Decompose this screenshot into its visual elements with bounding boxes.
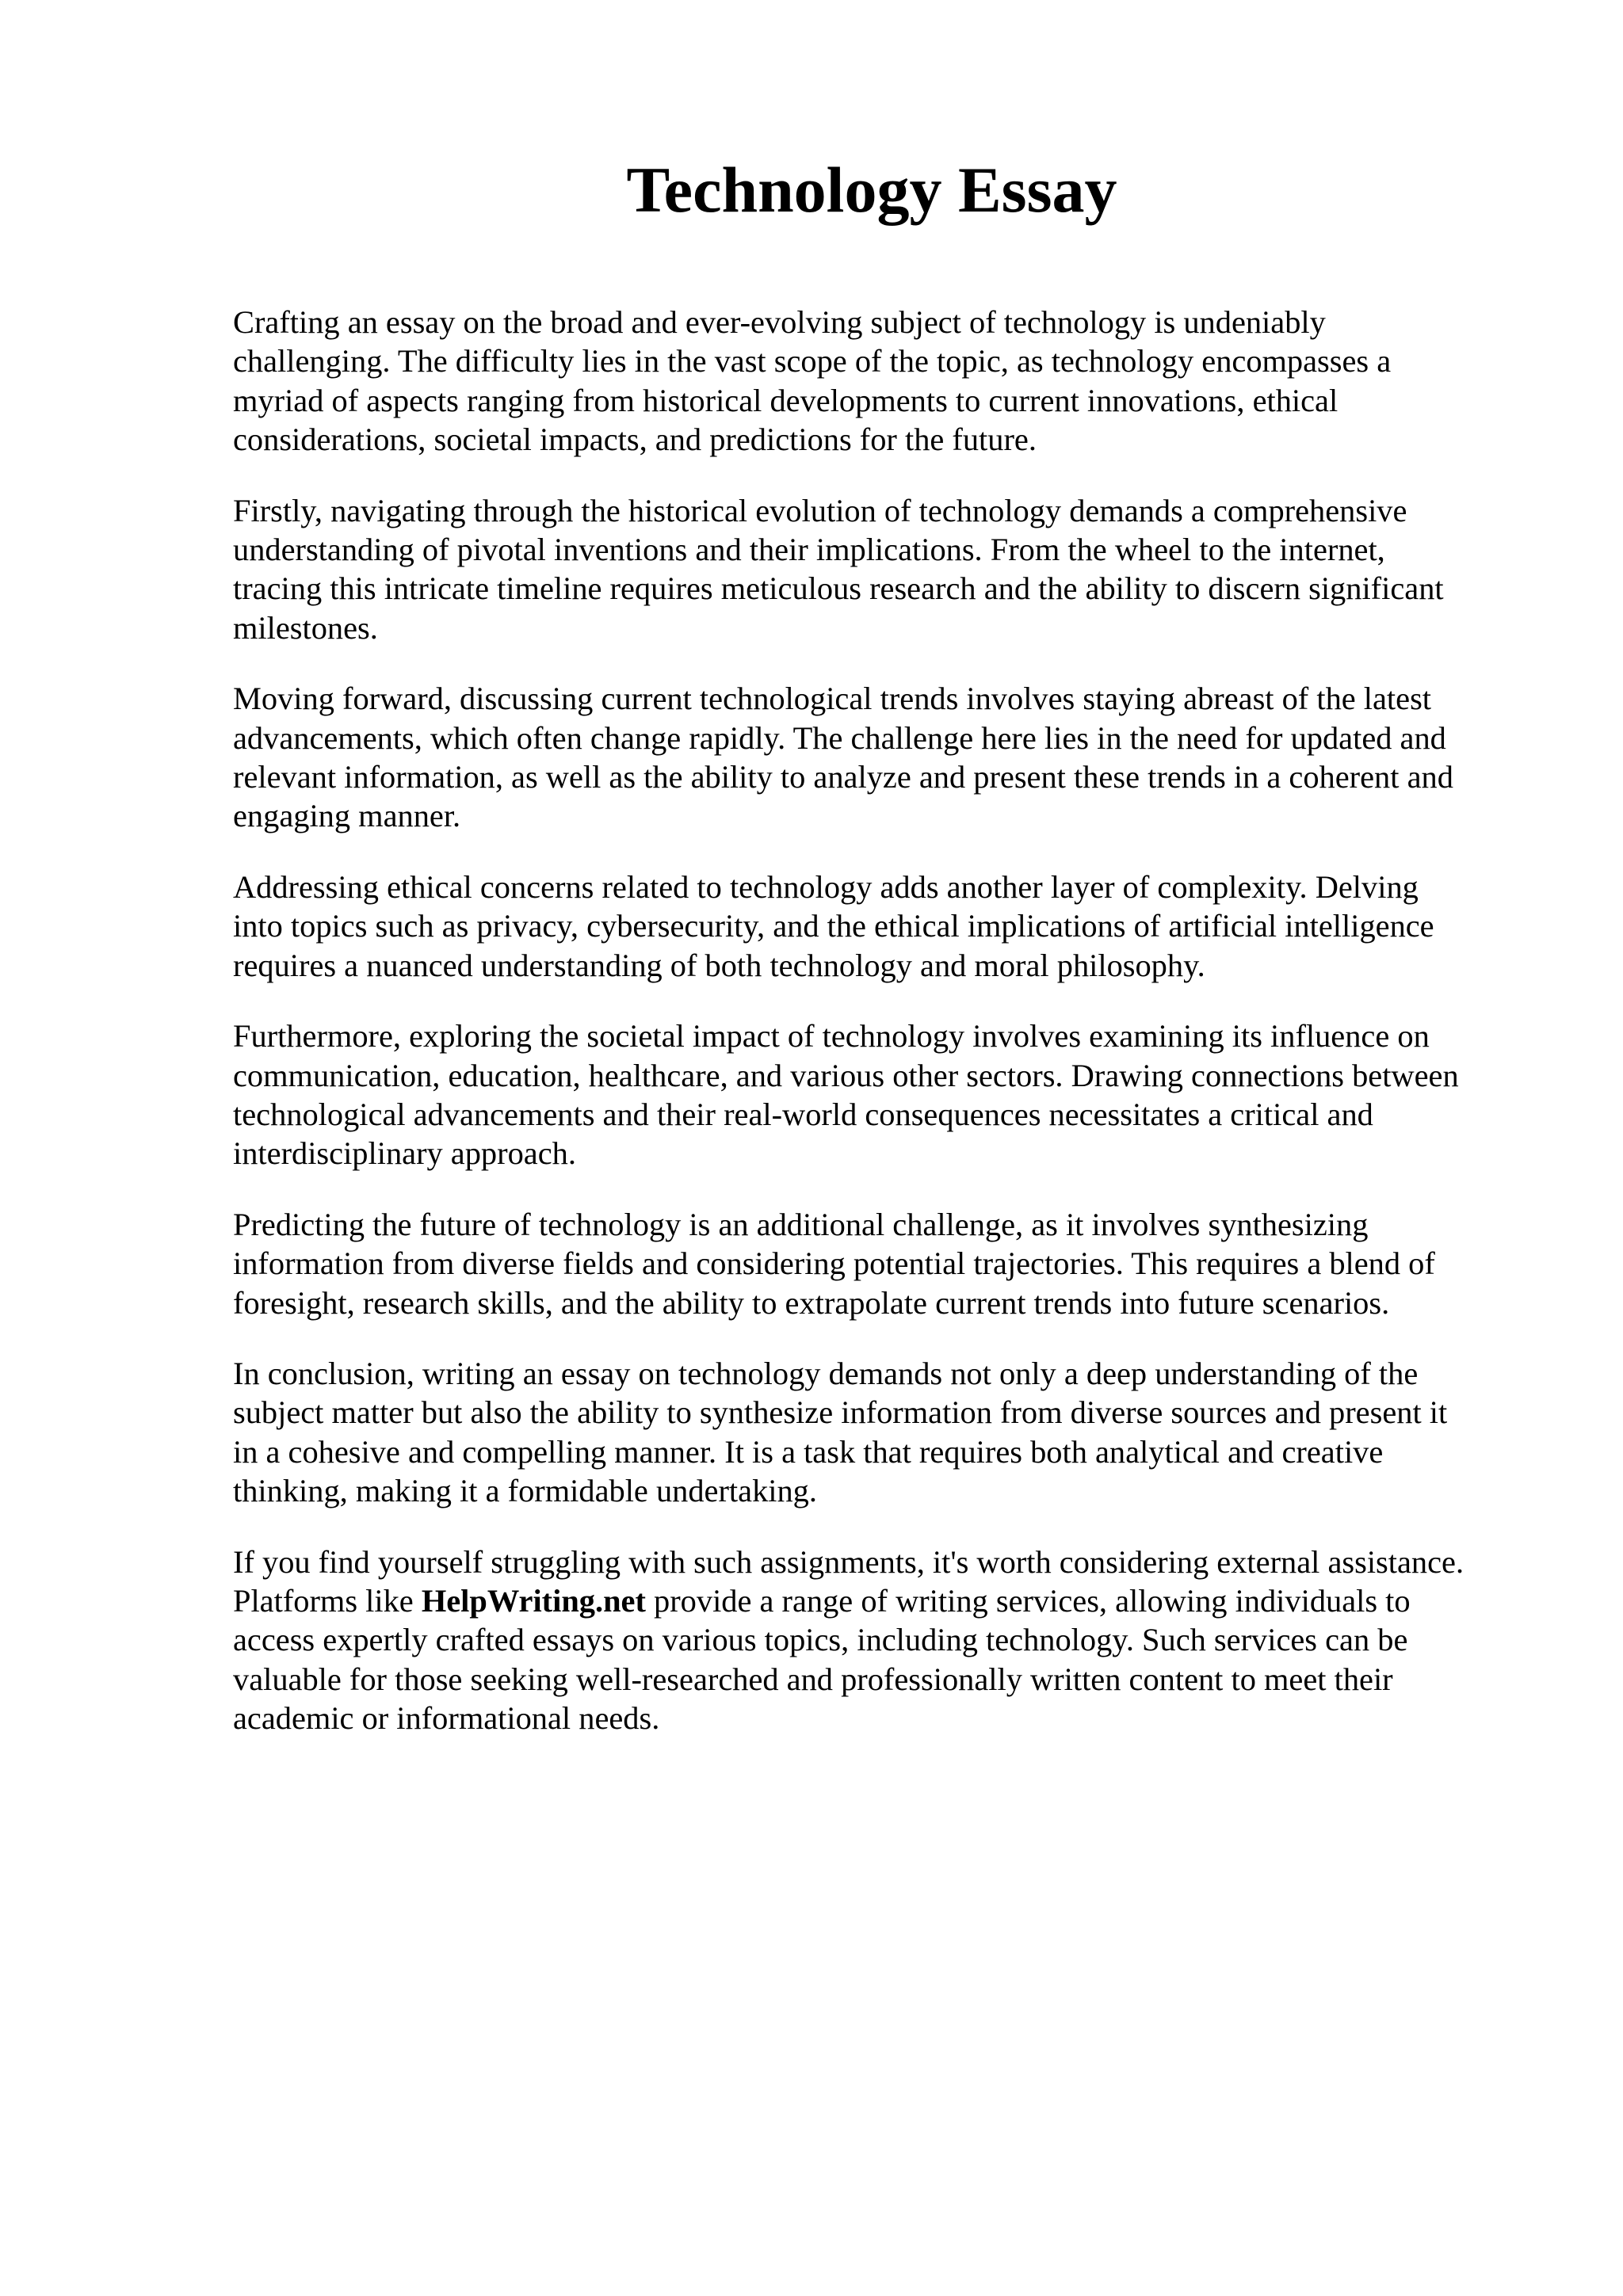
paragraph-line: considerations, societal impacts, and predictions for the future. — [233, 421, 1037, 458]
paragraph-line: tracing this intricate timeline requires meticulous research and the ability to discern significant — [233, 570, 1444, 607]
paragraph-line: In conclusion, writing an essay on technology demands not only a deep understanding of the — [233, 1355, 1419, 1391]
text-after-brand: provide a range of writing services, allowing individuals to — [645, 1582, 1411, 1619]
paragraph-line: into topics such as privacy, cybersecurity, and the ethical implications of artificial intelligence — [233, 908, 1434, 944]
paragraph-line: thinking, making it a formidable undertaking. — [233, 1473, 817, 1509]
paragraph-line: requires a nuanced understanding of both technology and moral philosophy. — [233, 947, 1205, 983]
paragraph-line: Addressing ethical concerns related to technology adds another layer of complexity. Delving — [233, 868, 1419, 905]
paragraph-line: communication, education, healthcare, and various other sectors. Drawing connections between — [233, 1057, 1459, 1093]
paragraph-4 — [233, 868, 1517, 985]
paragraph-line: relevant information, as well as the ability to analyze and present these trends in a coherent and — [233, 759, 1453, 795]
paragraph-line: interdisciplinary approach. — [233, 1135, 576, 1172]
paragraph-line: Predicting the future of technology is an additional challenge, as it involves synthesizing — [233, 1206, 1369, 1242]
paragraph-line: If you find yourself struggling with such assignments, it's worth considering external assistance. — [233, 1543, 1465, 1580]
paragraph-5 — [233, 1016, 1517, 1173]
paragraph-line: advancements, which often change rapidly. The challenge here lies in the need for updated and — [233, 719, 1446, 756]
paragraph-3 — [233, 679, 1517, 836]
paragraph-line: foresight, research skills, and the ability to extrapolate current trends into future scenarios. — [233, 1284, 1390, 1321]
paragraph-line: subject matter but also the ability to synthesize information from diverse sources and present it — [233, 1394, 1448, 1431]
paragraph-line: in a cohesive and compelling manner. It is a task that requires both analytical and creative — [233, 1433, 1384, 1470]
brand-name: HelpWriting.net — [421, 1582, 646, 1619]
paragraph-line: Furthermore, exploring the societal impact of technology involves examining its influence on — [233, 1018, 1430, 1055]
paragraph-line-with-brand — [233, 1581, 1517, 1620]
paragraph-line: information from diverse fields and considering potential trajectories. This requires a blend of — [233, 1245, 1435, 1282]
paragraph-8 — [233, 1543, 1517, 1738]
text-before-brand: Platforms like — [233, 1582, 422, 1619]
paragraph-line: academic or informational needs. — [233, 1700, 660, 1737]
paragraph-6 — [233, 1205, 1517, 1322]
paragraph-line: access expertly crafted essays on various topics, including technology. Such services can be — [233, 1622, 1408, 1658]
paragraph-line: Crafting an essay on the broad and ever-evolving subject of technology is undeniably — [233, 304, 1326, 340]
paragraph-line: understanding of pivotal inventions and their implications. From the wheel to the internet, — [233, 532, 1385, 568]
document-title: Technology Essay — [626, 154, 1117, 226]
paragraph-line: Firstly, navigating through the historical evolution of technology demands a comprehensive — [233, 492, 1407, 528]
paragraph-line: valuable for those seeking well-researched and professionally written content to meet their — [233, 1661, 1393, 1697]
paragraph-line: Moving forward, discussing current technological trends involves staying abreast of the latest — [233, 681, 1432, 717]
paragraph-2 — [233, 491, 1517, 648]
paragraph-line: challenging. The difficulty lies in the vast scope of the topic, as technology encompasses a — [233, 343, 1392, 379]
paragraph-line: technological advancements and their real-world consequences necessitates a critical and — [233, 1096, 1373, 1132]
essay-body — [233, 303, 1517, 1770]
paragraph-line: milestones. — [233, 609, 378, 646]
paragraph-line: engaging manner. — [233, 798, 461, 834]
paragraph-1 — [233, 303, 1517, 460]
paragraph-line: myriad of aspects ranging from historical developments to current innovations, ethical — [233, 382, 1338, 418]
paragraph-7 — [233, 1354, 1517, 1511]
